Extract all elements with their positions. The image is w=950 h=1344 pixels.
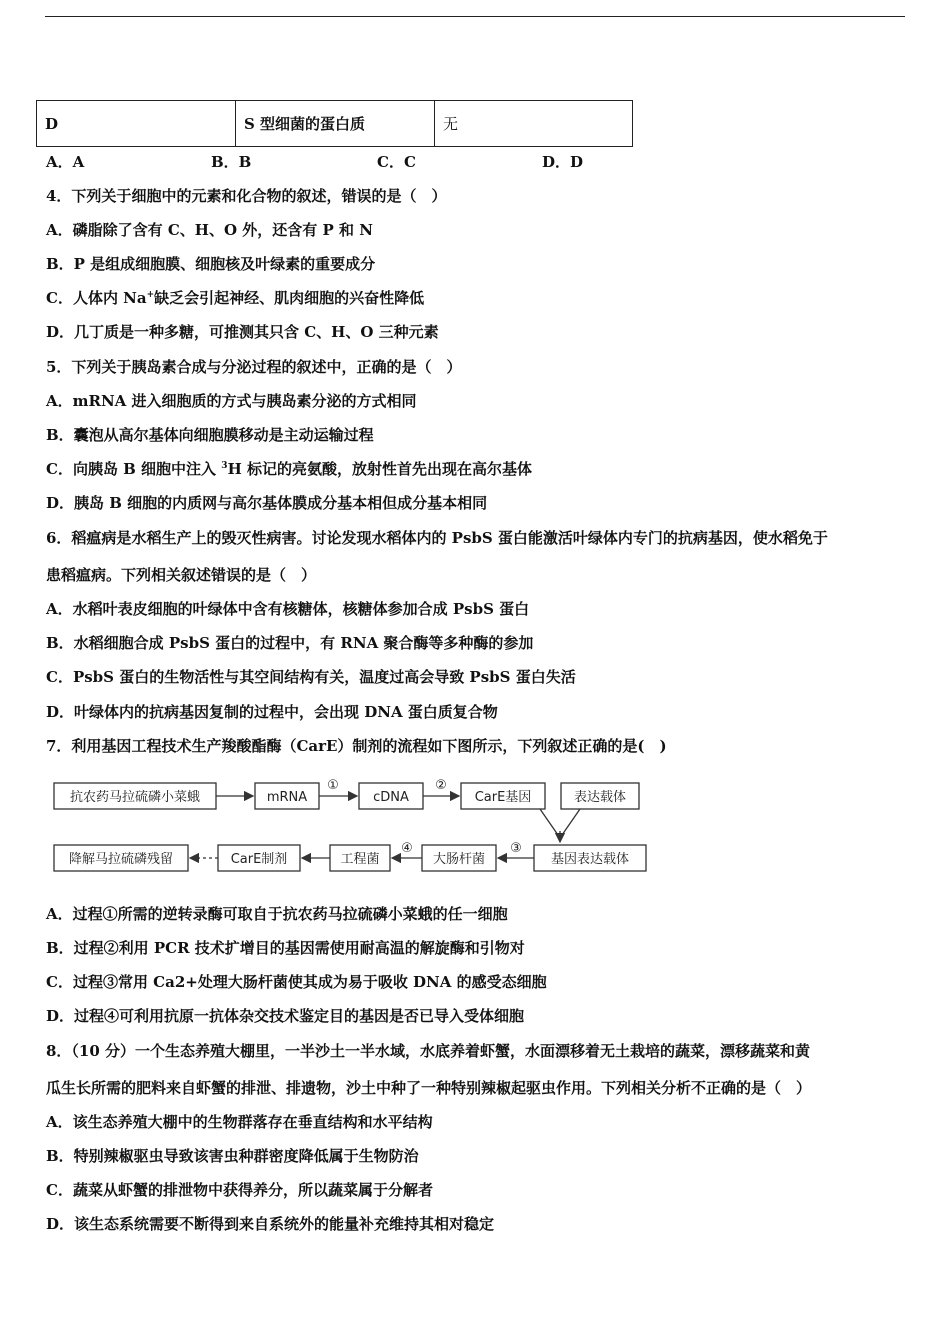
superscript: 3 [221,461,228,471]
option-d: D．D [542,153,584,171]
answer-table [36,100,633,147]
q6-option-c: C．PsbS 蛋白的生物活性与其空间结构有关，温度过高会导致 PsbS 蛋白失活 [46,668,576,686]
q4-option-b: B．P 是组成细胞膜、细胞核及叶绿素的重要成分 [46,255,376,273]
node-care-gene-label: CarE基因 [474,790,532,805]
q7-option-b: B．过程②利用 PCR 技术扩增目的基因需使用耐高温的解旋酶和引物对 [46,939,525,957]
q4-option-c [46,287,424,308]
q8-option-d: D．该生态系统需要不断得到来自系统外的能量补充维持其相对稳定 [46,1215,495,1233]
q8-option-c: C．蔬菜从虾蟹的排泄物中获得养分，所以蔬菜属于分解者 [46,1181,433,1199]
connector [562,809,580,835]
node-cdna-label: cDNA [373,790,409,805]
table-cell: D [37,101,236,147]
q7-option-a: A．过程①所需的逆转录酶可取自于抗农药马拉硫磷小菜蛾的任一细胞 [46,905,508,923]
option-a: A．A [46,153,85,171]
q5-option-c [46,458,532,479]
q6-option-b: B．水稻细胞合成 PsbS 蛋白的过程中，有 RNA 聚合酶等多种酶的参加 [46,634,534,652]
q6-stem-line2: 患稻瘟病。下列相关叙述错误的是（ ） [46,566,317,584]
node-care-preparation-label: CarE制剂 [230,852,288,867]
q4-option-d: D．几丁质是一种多糖，可推测其只含 C、H、O 三种元素 [46,323,439,341]
connector [540,809,558,835]
q4-stem: 4．下列关于细胞中的元素和化合物的叙述，错误的是（ ） [46,187,447,205]
q5-option-a: A．mRNA 进入细胞质的方式与胰岛素分泌的方式相同 [46,392,417,410]
step-2: ② [435,778,447,793]
step-4: ④ [401,841,413,856]
q7-stem: 7．利用基因工程技术生产羧酸酯酶（CarE）制剂的流程如下图所示，下列叙述正确的是( ) [46,737,667,755]
node-engineered-bacteria-label: 工程菌 [340,852,380,867]
q5-stem: 5．下列关于胰岛素合成与分泌过程的叙述中，正确的是（ ） [46,358,462,376]
option-b: B．B [211,153,252,171]
text: C．向胰岛 B 细胞中注入 [46,460,222,478]
text: 缺乏会引起神经、肌肉细胞的兴奋性降低 [154,289,425,307]
text: C．人体内 Na [46,289,147,307]
q8-option-b: B．特别辣椒驱虫导致该害虫种群密度降低属于生物防治 [46,1147,419,1165]
node-degrade-label: 降解马拉硫磷残留 [68,852,174,867]
q6-option-d: D．叶绿体内的抗病基因复制的过程中，会出现 DNA 蛋白质复合物 [46,703,498,721]
q7-option-d: D．过程④可利用抗原一抗体杂交技术鉴定目的基因是否已导入受体细胞 [46,1007,525,1025]
node-mrna-label: mRNA [266,790,308,805]
header-rule [45,16,905,17]
node-moth-label: 抗农药马拉硫磷小菜蛾 [69,790,201,805]
node-expression-vector-label: 基因表达载体 [550,852,630,867]
q7-option-c: C．过程③常用 Ca2+处理大肠杆菌使其成为易于吸收 DNA 的感受态细胞 [46,973,547,991]
table-cell: S 型细菌的蛋白质 [236,101,435,147]
q5-option-d: D．胰岛 B 细胞的内质网与高尔基体膜成分基本相但成分基本相同 [46,494,488,512]
text: H 标记的亮氨酸，放射性首先出现在高尔基体 [227,460,532,478]
superscript: + [146,290,155,300]
q6-stem-line1: 6．稻瘟病是水稻生产上的毁灭性病害。讨论发现水稻体内的 PsbS 蛋白能激活叶绿体内专门的抗病基因，使水稻免于 [46,529,828,547]
flow-diagram [50,775,650,880]
q6-option-a: A．水稻叶表皮细胞的叶绿体中含有核糖体，核糖体参加合成 PsbS 蛋白 [46,600,530,618]
node-vector-label: 表达载体 [573,790,627,805]
step-1: ① [327,778,339,793]
q4-option-a: A．磷脂除了含有 C、H、O 外，还含有 P 和 N [46,221,373,239]
q8-option-a: A．该生态养殖大棚中的生物群落存在垂直结构和水平结构 [46,1113,433,1131]
q8-stem-line1: 8．（10 分）一个生态养殖大棚里，一半沙土一半水域，水底养着虾蟹，水面漂移着无土栽培的蔬菜，漂移蔬菜和黄 [46,1042,811,1060]
q8-stem-line2: 瓜生长所需的肥料来自虾蟹的排泄、排遗物，沙土中种了一种特别辣椒起驱虫作用。下列相关分析不正确的是（ ） [46,1079,812,1097]
step-3: ③ [510,841,522,856]
node-ecoli-label: 大肠杆菌 [432,852,486,867]
table-cell: 无 [435,101,633,147]
q5-option-b: B．囊泡从高尔基体向细胞膜移动是主动运输过程 [46,426,374,444]
option-c: C．C [377,153,416,171]
table-row [37,101,633,147]
